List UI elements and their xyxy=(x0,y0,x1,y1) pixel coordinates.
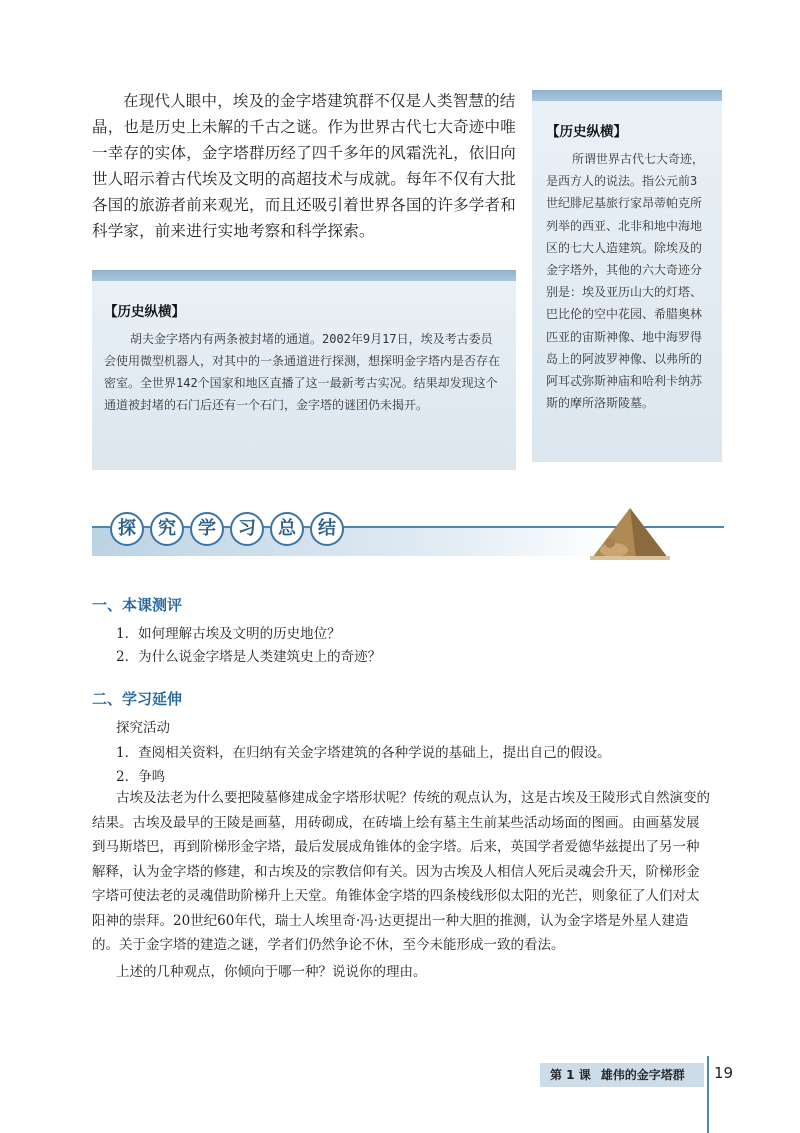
closing-question: 上述的几种观点，你倾向于哪一种？说说你的理由。 xyxy=(116,964,427,980)
activity-item-2: 2．争鸣 xyxy=(116,769,166,785)
box-top-bar xyxy=(92,270,516,281)
banner-char: 结 xyxy=(310,512,344,546)
box-title: 【历史纵横】 xyxy=(104,304,185,320)
box-text: 胡夫金字塔内有两条被封堵的通道。2002年9月17日，埃及考古委员会使用微型机器人，对其中的一条通道进行探测，想探明金字塔内是否存在密室。全世界142个国家和地区直播了这一最新考古实况。结果却发现这个通道被封堵的石门后还有一个石门，金字塔的谜团仍未揭开。 xyxy=(104,332,501,412)
history-box-right xyxy=(532,90,722,462)
debate-paragraph: 古埃及法老为什么要把陵墓修建成金字塔形状呢？传统的观点认为，这是古埃及王陵形式自然演变的结果。古埃及最早的王陵是画墓，用砖砌成，在砖墙上绘有墓主生前某些活动场面的图画。由画墓发展到马斯塔巴，再到阶梯形金字塔，最后发展成角锥体的金字塔。后来，英国学者爱德华兹提出了另一种解释，认为金字塔的修建，和古埃及的宗教信仰有关。因为古埃及人相信人死后灵魂会升天，阶梯形金字塔可使法老的灵魂借助阶梯升上天堂。角锥体金字塔的四条棱线形似太阳的光芒，则象征了人们对太阳神的崇拜。20世纪60年代，瑞士人埃里奇·冯·达更提出一种大胆的推测，认为金字塔是外星人建造的。关于金字塔的建造之谜，学者们仍然争论不休，至今未能形成一致的看法。 xyxy=(92,790,710,953)
section-heading-extension: 二、学习延伸 xyxy=(92,690,183,708)
banner-char: 究 xyxy=(150,512,184,546)
pyramid-sphinx-image xyxy=(590,506,670,560)
page-number: 19 xyxy=(714,1064,734,1082)
lesson-number: 第 1 课 xyxy=(550,1068,591,1082)
box-title: 【历史纵横】 xyxy=(546,124,627,140)
lesson-title: 雄伟的金字塔群 xyxy=(600,1068,685,1082)
banner-char: 学 xyxy=(190,512,224,546)
section-heading-evaluation: 一、本课测评 xyxy=(92,596,183,614)
subheading-activity: 探究活动 xyxy=(116,720,170,736)
box-top-bar xyxy=(532,90,722,101)
banner-char: 总 xyxy=(270,512,304,546)
banner-char: 探 xyxy=(110,512,144,546)
history-box-left xyxy=(92,270,516,470)
question-2: 2．为什么说金字塔是人类建筑史上的奇迹？ xyxy=(116,649,382,665)
banner-title xyxy=(110,512,344,546)
banner-char: 习 xyxy=(230,512,264,546)
footer-divider xyxy=(707,1056,709,1133)
activity-item-1: 1．查阅相关资料，在归纳有关金字塔建筑的各种学说的基础上，提出自己的假设。 xyxy=(116,745,611,761)
box-text: 所谓世界古代七大奇迹，是西方人的说法。指公元前3世纪腓尼基旅行家昂蒂帕克所列举的西亚、北非和地中海地区的七大人造建筑。除埃及的金字塔外，其他的六大奇迹分别是：埃及亚历山大的灯塔、巴比伦的空中花园、希腊奥林匹亚的宙斯神像、地中海罗得岛上的阿波罗神像、以弗所的阿耳忒弥斯神庙和哈利卡纳苏斯的摩所洛斯陵墓。 xyxy=(546,152,705,411)
question-1: 1．如何理解古埃及文明的历史地位？ xyxy=(116,626,341,642)
footer-lesson-tab xyxy=(540,1063,704,1087)
intro-paragraph: 在现代人眼中，埃及的金字塔建筑群不仅是人类智慧的结晶，也是历史上未解的千古之谜。作为世界古代七大奇迹中唯一幸存的实体，金字塔群历经了四千多年的风霜洗礼，依旧向世人昭示着古代埃及文明的高超技术与成就。每年不仅有大批各国的旅游者前来观光，而且还吸引着世界各国的许多学者和科学家，前来进行实地考察和科学探索。 xyxy=(92,92,516,240)
